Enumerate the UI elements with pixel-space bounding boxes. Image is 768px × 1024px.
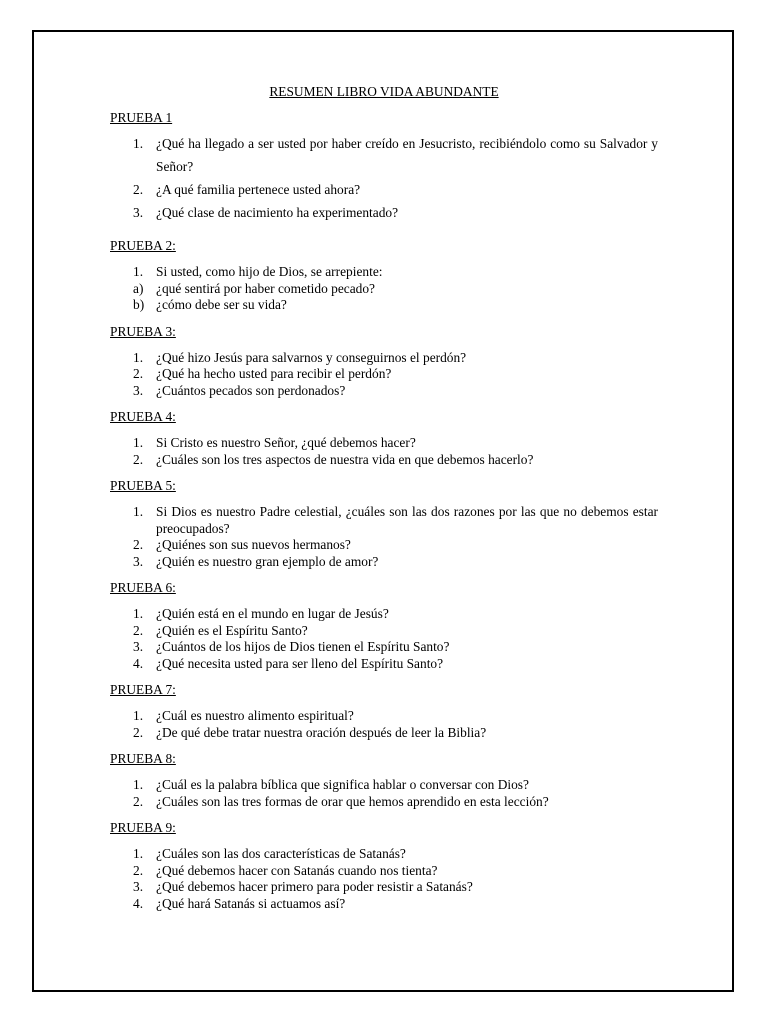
list-marker: 3. [133,639,144,654]
question-text: ¿Qué ha llegado a ser usted por haber creído en Jesucristo, recibiéndolo como su Salvador y Señor? [156,136,658,174]
question-text: Si usted, como hijo de Dios, se arrepiente: [156,264,383,279]
question-text: Si Cristo es nuestro Señor, ¿qué debemos hacer? [156,435,416,450]
list-marker: 2. [133,182,144,197]
list-item [110,879,658,896]
question-text: ¿cómo debe ser su vida? [156,297,287,312]
question-text: ¿Cuántos de los hijos de Dios tienen el Espíritu Santo? [156,639,450,654]
question-text: ¿Cuáles son las tres formas de orar que hemos aprendido en esta lección? [156,793,549,809]
list-item [110,623,658,640]
question-text: ¿Cuáles son las dos características de Satanás? [156,846,406,861]
question-text: ¿qué sentirá por haber cometido pecado? [156,280,375,296]
list-marker: a) [133,280,144,296]
list-item [110,656,658,673]
question-text: ¿Qué ha hecho usted para recibir el perdón? [156,366,392,381]
list-marker: b) [133,297,145,312]
list-marker: 1. [133,777,144,792]
list-item [110,896,658,913]
list-item [110,725,658,742]
section-prueba-8 [110,751,658,810]
section-prueba-5 [110,478,658,570]
section-heading: PRUEBA 6: [110,580,176,595]
question-text: ¿Quién es nuestro gran ejemplo de amor? [156,553,379,569]
question-text: ¿A qué familia pertenece usted ahora? [156,182,361,197]
list-marker: 1. [133,435,144,450]
section-prueba-3 [110,324,658,400]
list-item [110,846,658,863]
list-item [110,264,658,281]
list-item [110,132,658,178]
question-text: ¿Quiénes son sus nuevos hermanos? [156,537,351,552]
list-marker: 4. [133,895,144,911]
list-marker: 2. [133,793,144,809]
question-text: ¿Qué clase de nacimiento ha experimentado? [156,205,399,220]
list-marker: 3. [133,382,144,398]
section-heading: PRUEBA 9: [110,820,176,835]
list-item [110,504,658,537]
question-text: ¿Cuál es nuestro alimento espiritual? [156,708,354,723]
list-item [110,178,658,201]
section-heading: PRUEBA 3: [110,323,176,339]
section-prueba-1 [110,110,658,224]
question-text: ¿Quién está en el mundo en lugar de Jesús? [156,606,389,621]
list-item [110,794,658,811]
question-text: ¿Cuál es la palabra bíblica que significa hablar o conversar con Dios? [156,777,529,792]
list-marker: 1. [133,136,144,151]
list-marker: 1. [133,349,144,365]
question-text: ¿Qué hará Satanás si actuamos así? [156,895,346,911]
section-prueba-6 [110,580,658,672]
question-text: ¿De qué debe tratar nuestra oración después de leer la Biblia? [156,724,487,740]
question-text: ¿Quién es el Espíritu Santo? [156,622,308,638]
question-text: ¿Cuáles son los tres aspectos de nuestra vida en que debemos hacerlo? [156,451,534,467]
question-text: ¿Qué debemos hacer primero para poder resistir a Satanás? [156,879,473,894]
section-heading: PRUEBA 7: [110,682,176,697]
document-body [110,84,658,922]
list-item [110,435,658,452]
list-item [110,639,658,656]
list-item [110,554,658,571]
section-prueba-2 [110,238,658,314]
list-marker: 2. [133,622,144,638]
list-item [110,383,658,400]
question-text: ¿Cuántos pecados son perdonados? [156,382,346,398]
list-marker: 1. [133,708,144,723]
section-prueba-9 [110,820,658,912]
section-heading: PRUEBA 8: [110,751,176,766]
section-prueba-7 [110,682,658,741]
question-text: Si Dios es nuestro Padre celestial, ¿cuáles son las dos razones por las que no debemos estar preocupados? [156,504,658,536]
question-text: ¿Qué necesita usted para ser lleno del Espíritu Santo? [156,655,444,671]
question-text: ¿Qué debemos hacer con Satanás cuando nos tienta? [156,862,438,878]
section-heading: PRUEBA 2: [110,238,176,253]
list-item [110,537,658,554]
list-item [110,350,658,367]
list-item [110,606,658,623]
list-marker: 2. [133,862,144,878]
list-marker: 1. [133,504,144,519]
list-marker: 4. [133,655,144,671]
list-item [110,708,658,725]
section-heading: PRUEBA 5: [110,478,176,493]
list-marker: 1. [133,846,144,861]
list-item [110,201,658,224]
list-marker: 2. [133,724,144,740]
question-text: ¿Qué hizo Jesús para salvarnos y conseguirnos el perdón? [156,349,467,365]
list-item [110,297,658,314]
list-item [110,366,658,383]
section-heading: PRUEBA 4: [110,409,176,424]
section-heading: PRUEBA 1 [110,110,173,125]
list-item [110,777,658,794]
list-marker: 2. [133,537,144,552]
list-marker: 2. [133,451,144,467]
list-marker: 1. [133,264,144,279]
list-marker: 3. [133,879,144,894]
list-item [110,281,658,298]
list-item [110,452,658,469]
document-title: RESUMEN LIBRO VIDA ABUNDANTE [269,84,499,99]
list-marker: 3. [133,553,144,569]
list-item [110,863,658,880]
section-prueba-4 [110,409,658,468]
list-marker: 1. [133,606,144,621]
list-marker: 2. [133,366,144,381]
list-marker: 3. [133,205,144,220]
